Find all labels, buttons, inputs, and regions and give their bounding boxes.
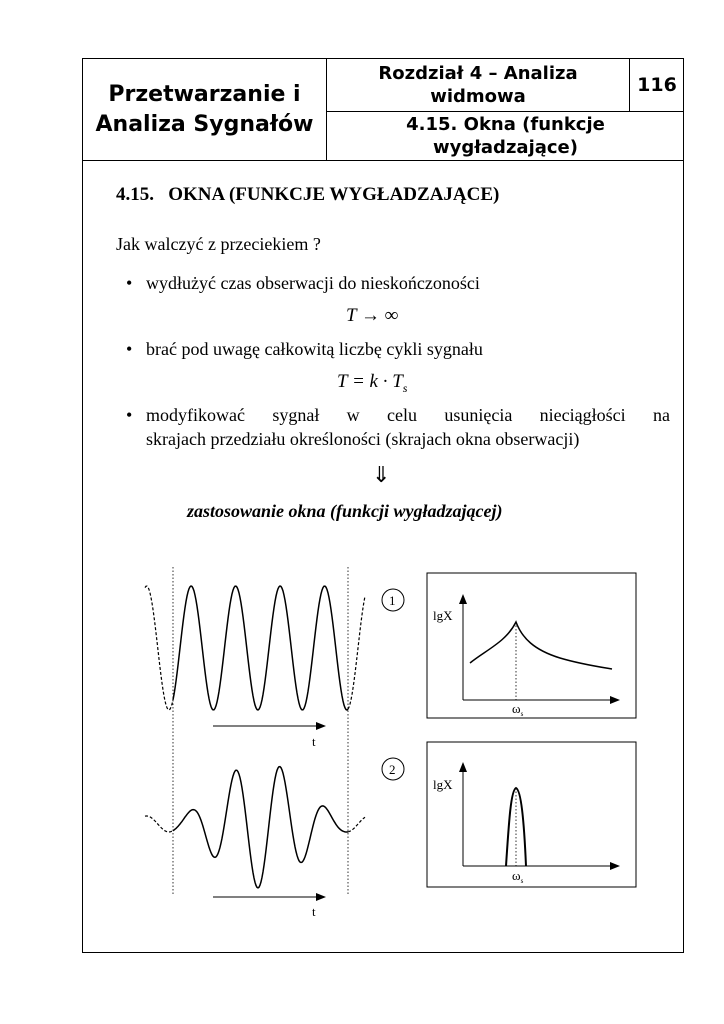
bullet-1-text: wydłużyć czas obserwacji do nieskończoności [146,273,480,293]
section-header-line2: wygładzające) [432,137,578,158]
spectrum-1-xlabel [512,701,524,718]
spectrum-2-xlabel [512,868,524,885]
spectrum-2-ylabel: lgX [433,777,453,792]
signal-1-outside-right [348,596,365,709]
case-1-number: 1 [389,593,396,608]
bullet-2-text: brać pod uwagę całkowitą liczbę cykli sygnału [146,339,483,359]
bullet-3-line2: skrajach przedziału określoności (skrajach okna obserwacji) [146,429,580,449]
spectrum-1-x-arrowhead [610,696,620,704]
spectrum-2-xlabel-main: ω [512,868,521,883]
spectrum-2-x-arrowhead [610,862,620,870]
implies-arrow: ⇓ [372,462,391,487]
section-title: 4.15. OKNA (FUNKCJE WYGŁADZAJĄCE) [116,184,500,205]
page-number: 116 [637,74,677,96]
formula-limit: T → ∞ [346,305,399,326]
bullet-dot-2: • [126,339,133,359]
spectrum-1-ylabel: lgX [433,608,453,623]
spectrum-2-y-arrowhead [459,762,467,772]
time-axis-1-label: t [312,734,316,749]
bullet-dot-1: • [126,273,133,293]
spectrum-1-y-arrowhead [459,594,467,604]
bullet-dot-3: • [126,405,133,425]
chapter-title-line2: widmowa [430,86,526,107]
time-axis-2-label: t [312,904,316,919]
signal-2-outside-left [145,816,173,832]
signal-1-inside [173,586,348,710]
case-2-number: 2 [389,762,396,777]
time-axis-1-arrowhead [316,722,326,730]
book-title-line2: Analiza Sygnałów [95,111,314,137]
spectrum-2-xlabel-sub: s [520,877,524,885]
time-axis-2-arrowhead [316,893,326,901]
conclusion-text: zastosowanie okna (funkcji wygładzającej) [187,501,503,521]
signal-1-outside-left [145,586,173,710]
formula-period-sub: s [402,380,408,395]
spectrum-1-xlabel-sub: s [520,710,524,718]
chapter-title-line1: Rozdział 4 – Analiza [378,63,578,84]
spectrum-1-xlabel-main: ω [512,701,521,716]
spectrum-2-box [427,742,636,887]
formula-period-main: T = k · T [337,371,403,392]
signal-2-inside [173,767,348,888]
bullet-3-line1: modyfikować sygnał w celu usunięcia nieciągłości na [146,405,670,425]
spectrum-1-curve [470,622,612,669]
spectrum-1-box [427,573,636,718]
section-header-line1: 4.15. Okna (funkcje [406,114,605,135]
signal-2-outside-right [348,817,365,832]
book-title-line1: Przetwarzanie i [108,81,301,107]
intro-question: Jak walczyć z przeciekiem ? [116,234,321,254]
